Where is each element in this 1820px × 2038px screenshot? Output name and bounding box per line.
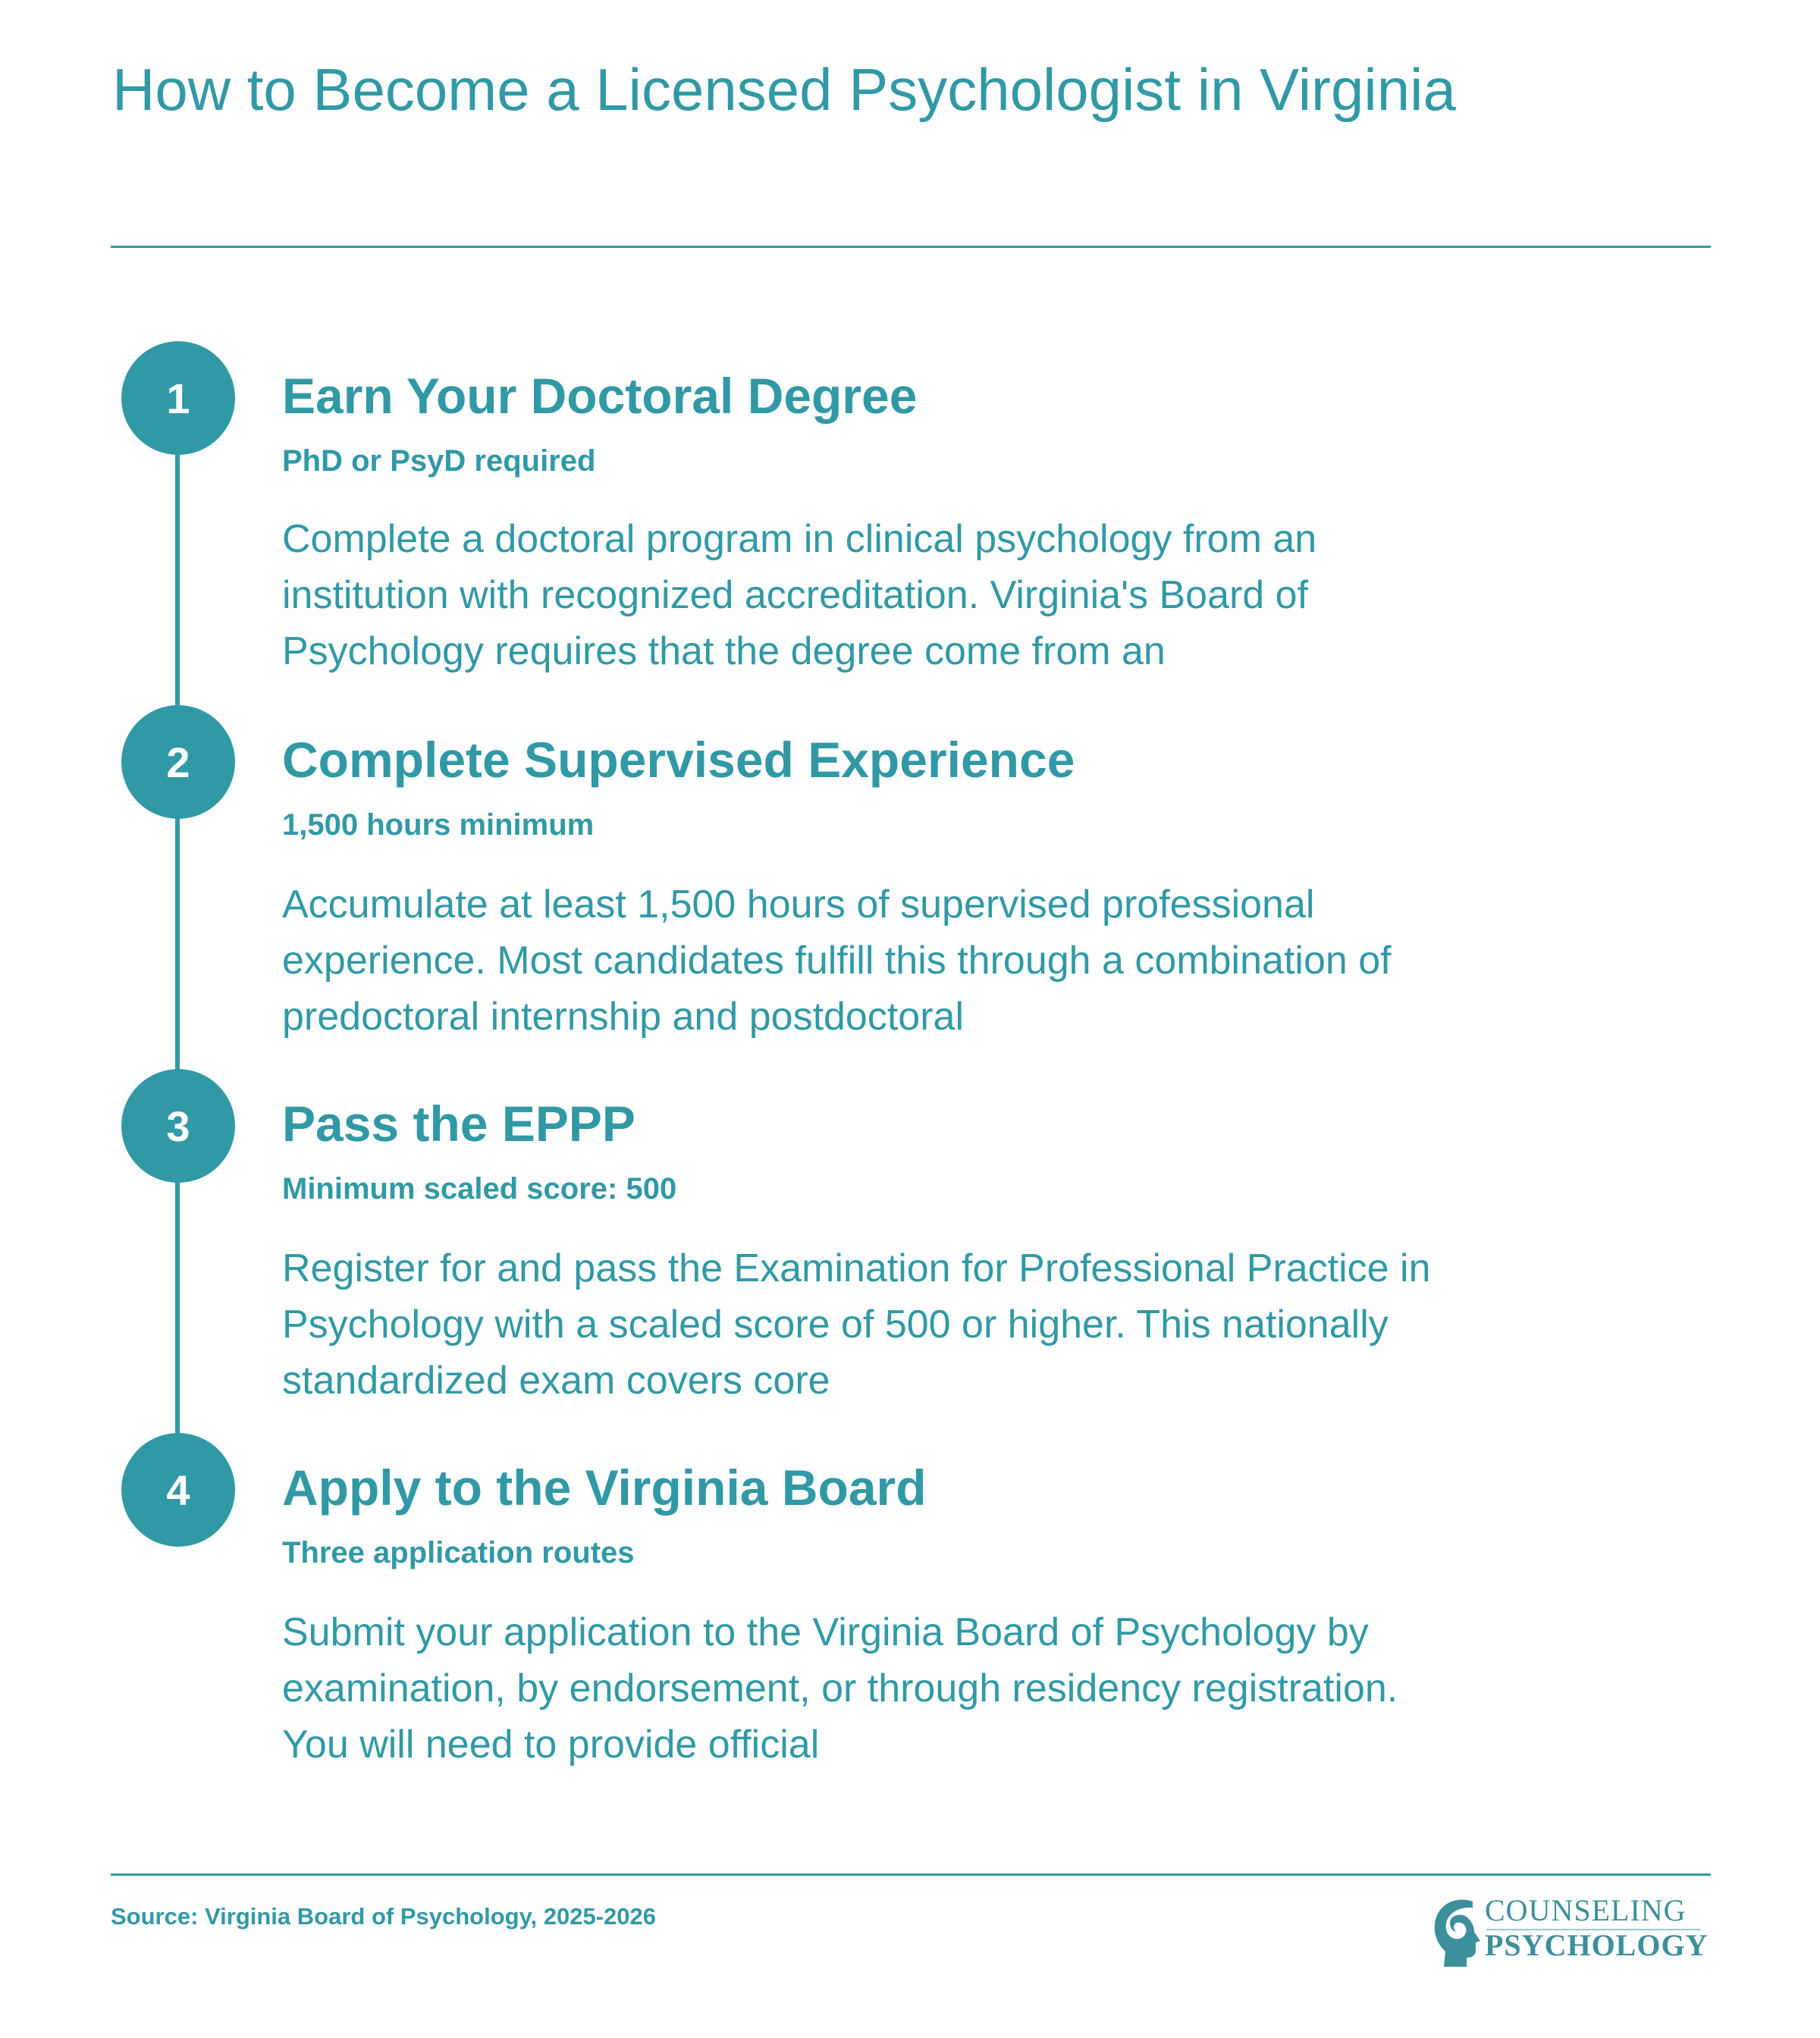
step-1-number-badge: 1 [121, 341, 235, 455]
step-2-description: Accumulate at least 1,500 hours of supervised professional experience. Most candidates fulfill this through a combination of predoctoral internship and postdoctoral [282, 883, 1392, 1039]
logo-text-psychology: PSYCHOLOGY [1485, 1928, 1709, 1962]
step-4-number-badge: 4 [121, 1433, 235, 1547]
step-1-title: Earn Your Doctoral Degree [282, 368, 918, 424]
step-2-number-badge: 2 [121, 705, 235, 819]
counseling-psychology-logo [1426, 1888, 1709, 1971]
page-title: How to Become a Licensed Psychologist in Virginia [112, 56, 1456, 123]
step-2-subtitle: 1,500 hours minimum [282, 808, 595, 842]
step-4-title: Apply to the Virginia Board [282, 1460, 927, 1516]
step-3-description: Register for and pass the Examination for Professional Practice in Psychology with a scaled score of 500 or higher. This nationally standardized exam covers core [282, 1246, 1431, 1403]
footer-divider [111, 1873, 1711, 1876]
header-divider [111, 246, 1711, 248]
source-citation: Source: Virginia Board of Psychology, 2025-2026 [111, 1903, 656, 1930]
step-3-subtitle: Minimum scaled score: 500 [282, 1172, 677, 1206]
timeline-connector [175, 447, 180, 1494]
logo-text-counseling: COUNSELING [1485, 1893, 1687, 1927]
step-4-description: Submit your application to the Virginia Board of Psychology by examination, by endorsement, or through residency registration. You will need to provide official [282, 1610, 1398, 1767]
step-3-number-badge: 3 [121, 1069, 235, 1183]
step-4-subtitle: Three application routes [282, 1536, 635, 1569]
step-3-title: Pass the EPPP [282, 1096, 635, 1152]
head-profile-icon [1426, 1888, 1486, 1971]
step-2-title: Complete Supervised Experience [282, 732, 1075, 788]
step-1-description: Complete a doctoral program in clinical psychology from an institution with recognized accreditation. Virginia's Board of Psychology requires that the degree come from an [282, 517, 1317, 673]
step-1-subtitle: PhD or PsyD required [282, 444, 596, 478]
